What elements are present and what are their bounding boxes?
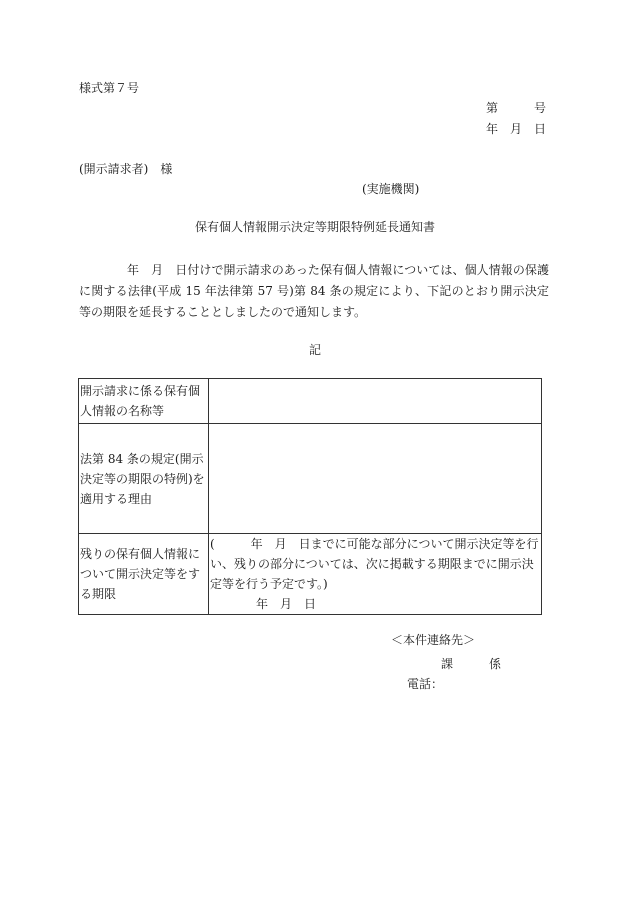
document-date: 年 月 日	[485, 122, 546, 136]
form-number: 様式第７号	[79, 81, 140, 95]
table-row	[79, 379, 542, 424]
contact-department: 課 係	[441, 657, 502, 671]
contact-header: ＜本件連絡先＞	[391, 633, 476, 647]
row-value-reason	[209, 424, 542, 534]
row-label-reason: 法第 84 条の規定(開示決定等の期限の特例)を適用する理由	[79, 424, 209, 534]
requester-addressee: (開示請求者) 様	[79, 162, 173, 176]
ki-heading: 記	[308, 343, 321, 357]
row-label-deadline: 残りの保有個人情報について開示決定等をする期限	[79, 534, 209, 615]
body-paragraph: 年 月 日付けで開示請求のあった保有個人情報については、個人情報の保護に関する法律(平成 15 年法律第 57 号)第 84 条の規定により、下記のとおり開示決定等の期限を延長することとしましたので通知します。	[79, 263, 549, 319]
document-title: 保有個人情報開示決定等期限特例延長通知書	[194, 220, 435, 234]
details-table	[78, 378, 542, 615]
deadline-date: 年 月 日	[256, 597, 317, 611]
implementing-agency: (実施機関)	[362, 182, 420, 196]
row-value-deadline	[209, 534, 542, 615]
document-number: 第 号	[485, 101, 546, 115]
row-label-info-name: 開示請求に係る保有個人情報の名称等	[79, 379, 209, 424]
row-value-info-name	[209, 379, 542, 424]
contact-phone: 電話：	[407, 677, 444, 691]
table-row	[79, 424, 542, 534]
table-row	[79, 534, 542, 615]
deadline-note: ( 年 月 日までに可能な部分について開示決定等を行い、残りの部分については、次に掲載する期限までに開示決定等を行う予定です。)	[210, 537, 539, 591]
